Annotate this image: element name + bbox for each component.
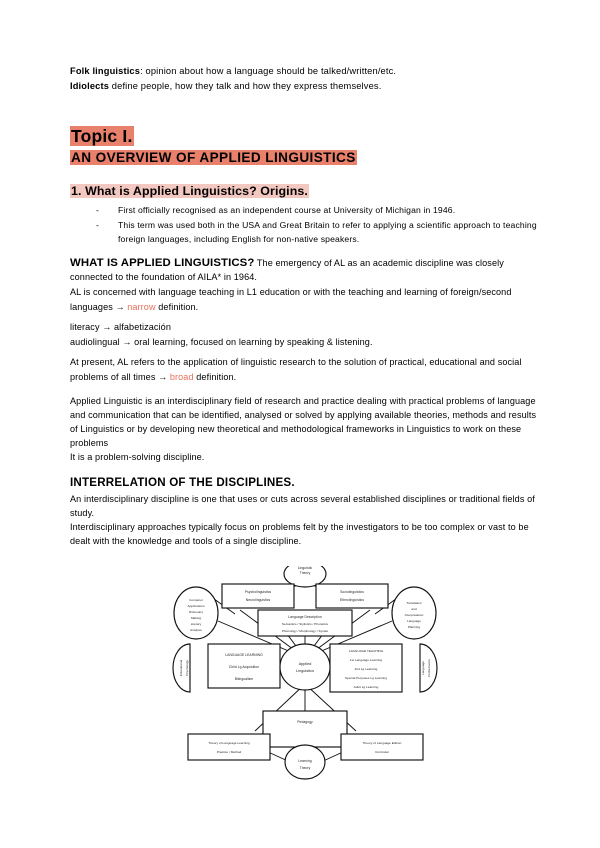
- diagram-label: Applications: [187, 604, 205, 609]
- glossary-gloss-literacy: alfabetización: [113, 322, 171, 333]
- list-item-text: First officially recognised as an independent course at University of Michigan in 1946.: [118, 205, 456, 215]
- diagram-node-theory-of-language-learning: [188, 734, 270, 760]
- diagram-label: Child Lg Acquisition: [228, 665, 260, 670]
- page-subtitle: [70, 148, 540, 168]
- term-folk-linguistics: Folk linguistics: [70, 66, 141, 76]
- diagram-label: Analysis: [190, 628, 202, 633]
- what-is-al-paragraph: [70, 256, 540, 285]
- section-heading-origins-text: 1. What is Applied Linguistics? Origins.: [71, 184, 308, 198]
- diagram-label: Phonology / Morphology / Syntax: [281, 629, 329, 634]
- diagram-label: Interpretation: [404, 613, 424, 618]
- narrow-definition-before: AL is concerned with language teaching in L1 education or with the teaching and learning of foreign/second languages: [70, 286, 512, 312]
- diagram-svg: [160, 566, 450, 781]
- diagram-label: Planning: [407, 625, 421, 630]
- diagram-label: LANGUAGE LEARNING: [225, 653, 263, 658]
- broad-keyword: broad: [169, 371, 194, 382]
- spacer: [70, 465, 540, 474]
- diagram-node-applied-linguistics: [280, 644, 330, 690]
- diagram-label: LANGUAGE TEACHING: [348, 649, 384, 654]
- diagram-label: Computer: [189, 598, 203, 603]
- broad-definition-after: definition.: [193, 371, 237, 382]
- glossary-audiolingual: [70, 335, 540, 350]
- diagram-label: Adult Lg Learning: [353, 685, 379, 690]
- diagram-node-pedagogy: [263, 711, 347, 747]
- diagram-label: Translation: [406, 601, 422, 606]
- diagram-label: Language Description: [288, 615, 322, 620]
- arrow-icon: →: [102, 322, 112, 333]
- list-item-text: This term was used both in the USA and Great Britain to refer to applying a scientific approach to teaching foreign languages, including English for non-native speakers.: [118, 219, 537, 245]
- diagram-node-psycholinguistics: [222, 584, 294, 608]
- diagram-label: Linguistic: [297, 566, 313, 571]
- bullet-dash-icon: -: [96, 219, 100, 230]
- diagram-label: Special Purposes Lg Learning: [344, 676, 388, 681]
- diagram-node-theory-of-language-edition: [341, 734, 423, 760]
- broad-definition-paragraph: [70, 355, 540, 384]
- al-definition-paragraph: Applied Linguistic is an interdisciplinary field of research and practice dealing with practical problems of language and communication that can be identified, analysed or solved by applying available theories, methods and results of Linguistics or by developing new theoretical and methodological frameworks in Linguistics to work on these problems: [70, 395, 537, 449]
- diagram-label: Theory of Language Edition: [362, 741, 402, 746]
- diagram-label: Performance: [427, 659, 431, 678]
- glossary-term-literacy: literacy: [70, 322, 100, 333]
- intro-line-folk-linguistics: [70, 64, 540, 79]
- bullet-dash-icon: -: [96, 205, 100, 215]
- broad-definition-before: At present, AL refers to the application of linguistic research to the solution of practical, educational and social problems of all times: [70, 357, 522, 382]
- arrow-icon: →: [122, 336, 132, 347]
- spacer: [70, 168, 540, 183]
- spacer: [70, 93, 540, 125]
- run-head-what-is-al: WHAT IS APPLIED LINGUISTICS?: [70, 256, 255, 269]
- intro-line-folk-linguistics-text: : opinion about how a language should be talked/written/etc.: [140, 66, 397, 76]
- diagram-label: Semantics / Stylistics / Phonetics: [281, 622, 329, 627]
- diagram-label: Neurolinguistics: [245, 598, 271, 603]
- interrelation-paragraph-2: Interdisciplinary approaches typically focus on problems felt by the investigators to be too complex or vast to be dealt with the knowledge and tools of a single discipline.: [70, 521, 529, 547]
- diagram-label: Bilingualism: [234, 677, 254, 682]
- glossary-literacy: [70, 320, 540, 335]
- diagram-label: Dictionary: [188, 610, 204, 615]
- diagram-label: Theory: [299, 571, 311, 576]
- diagram-label: Theory of Language Learning: [208, 741, 250, 746]
- diagram-label: Ethnolinguistics: [339, 598, 365, 603]
- list-item: [70, 218, 540, 247]
- topic-subtitle-text: AN OVERVIEW OF APPLIED LINGUISTICS: [71, 150, 356, 165]
- diagram-label: Practice / Method: [216, 750, 242, 755]
- diagram-label: Applied: [298, 662, 312, 667]
- section-heading-origins: [70, 183, 540, 200]
- glossary-gloss-audiolingual: oral learning, focused on learning by speaking & listening.: [134, 336, 373, 347]
- diagram-label: Sociolinguistics: [340, 590, 364, 595]
- topic-title-text: Topic I.: [71, 126, 133, 146]
- al-definition-tail: It is a problem-solving discipline.: [70, 452, 205, 463]
- diagram-label: Linguistics: [295, 669, 315, 674]
- diagram-label: Psycholinguistics: [244, 590, 272, 595]
- origins-bullet-list: [70, 203, 540, 247]
- arrow-icon: →: [158, 371, 168, 382]
- narrow-definition-after: definition.: [155, 301, 199, 312]
- spacer: [70, 385, 540, 394]
- arrow-icon: →: [115, 301, 125, 312]
- term-idiolects: Idiolects: [70, 80, 110, 91]
- diagram-label: Pedagogy: [297, 720, 313, 725]
- diagram-label: 2nd Lg Learning: [354, 667, 378, 672]
- diagram-label: Making: [190, 616, 202, 621]
- intro-line-idiolects-text: define people, how they talk and how they express themselves.: [109, 80, 382, 91]
- what-is-al-lead: The emergency of AL as an academic discipline was closely connected to the foundation of AILA* in 1964.: [70, 257, 504, 283]
- diagram-label: Theory: [299, 766, 311, 771]
- list-item: [70, 203, 540, 218]
- diagram-node-sociolinguistics: [316, 584, 388, 608]
- narrow-keyword: narrow: [127, 301, 156, 312]
- diagram-label: Language: [407, 619, 421, 624]
- diagram-label: Language: [421, 661, 425, 676]
- page-title: [70, 125, 540, 147]
- diagram-label: 1st Language Learning: [349, 658, 383, 663]
- diagram-label: Educational: [179, 660, 183, 677]
- glossary-term-audiolingual: audiolingual: [70, 336, 120, 347]
- diagram-label: Psychology: [185, 660, 189, 677]
- diagram-label: Learning: [298, 759, 312, 764]
- spacer: [70, 247, 540, 256]
- diagram-label: and: [411, 607, 417, 612]
- diagram-label: Literary: [190, 622, 202, 627]
- interrelation-paragraph-1: An interdisciplinary discipline is one that uses or cuts across several established disciplines or traditional fields of study.: [70, 493, 535, 518]
- intro-line-idiolects: [70, 79, 540, 94]
- section-heading-interrelation: INTERRELATION OF THE DISCIPLINES.: [70, 475, 295, 489]
- diagram-label: Curricular: [375, 750, 389, 755]
- intro-block: [70, 64, 540, 93]
- narrow-definition-paragraph: [70, 285, 540, 314]
- figure-interrelation-diagram: [70, 566, 540, 781]
